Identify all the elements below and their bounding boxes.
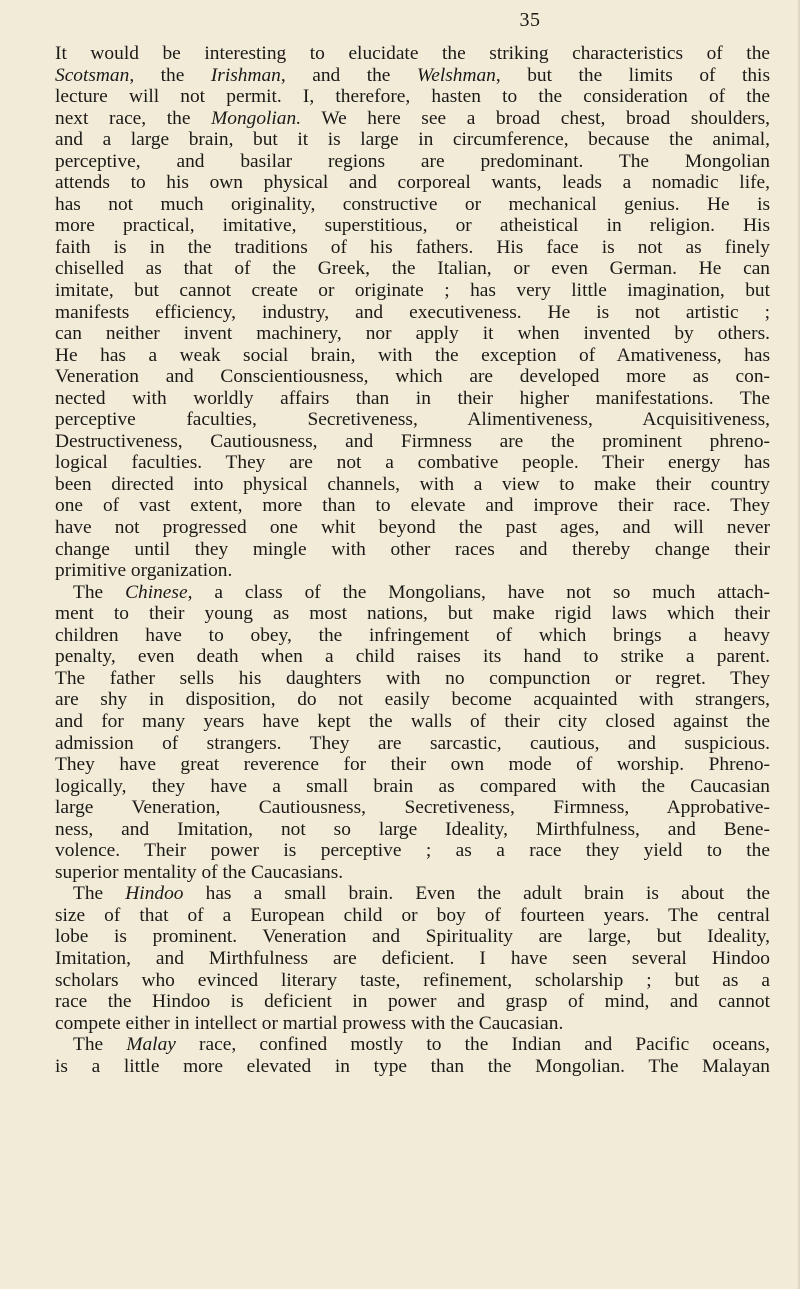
text-line xyxy=(55,345,770,367)
text-segment: has a small brain. Even the adult brain is about the xyxy=(183,883,771,905)
text-segment: The xyxy=(73,1034,127,1056)
italic-term: Irishman xyxy=(210,64,281,86)
text-segment: are shy in disposition, do not easily become acquainted with strangers, xyxy=(55,689,770,711)
text-segment: has not much originality, constructive or mechanical genius. He is xyxy=(55,193,770,215)
text-segment: logical faculties. They are not a combative people. Their energy has xyxy=(55,452,770,474)
text-segment: The father sells his daughters with no compunction or regret. They xyxy=(55,667,770,689)
text-line xyxy=(55,366,770,388)
text-segment: race the Hindoo is deficient in power and grasp of mind, and cannot xyxy=(55,991,770,1013)
text-segment: been directed into physical channels, with a view to make their country xyxy=(55,473,770,495)
text-line xyxy=(55,905,770,927)
text-segment: lobe is prominent. Veneration and Spirituality are large, but Ideality, xyxy=(55,926,770,948)
text-segment: chiselled as that of the Greek, the Italian, or even German. He can xyxy=(55,258,770,280)
text-segment: and a large brain, but it is large in circumference, because the animal, xyxy=(55,129,770,151)
text-line xyxy=(55,1013,770,1035)
text-line xyxy=(55,517,770,539)
page-number: 35 xyxy=(519,9,541,31)
italic-term: Welshman xyxy=(416,64,496,86)
text-segment: imitate, but cannot create or originate ; has very little imagination, but xyxy=(55,280,770,302)
text-segment: We here see a broad chest, broad shoulders, xyxy=(301,107,770,129)
text-line xyxy=(55,108,770,130)
text-line xyxy=(55,215,770,237)
text-segment: logically, they have a small brain as compared with the Caucasian xyxy=(55,775,770,797)
text-segment: lecture will not permit. I, therefore, hasten to the consideration of the xyxy=(55,86,770,108)
text-segment: ment to their young as most nations, but make rigid laws which their xyxy=(55,603,770,625)
text-line xyxy=(55,733,770,755)
text-segment: The xyxy=(73,581,126,603)
text-line xyxy=(55,991,770,1013)
text-segment: large Veneration, Cautiousness, Secretiveness, Firmness, Approbative- xyxy=(55,797,770,819)
text-line xyxy=(55,926,770,948)
text-line xyxy=(55,431,770,453)
text-line xyxy=(55,280,770,302)
text-line xyxy=(55,323,770,345)
text-segment: children have to obey, the infringement of which brings a heavy xyxy=(55,624,770,646)
text-line xyxy=(55,582,770,604)
text-line xyxy=(55,970,770,992)
text-line xyxy=(55,43,770,65)
text-segment: The xyxy=(73,883,126,905)
text-line xyxy=(55,194,770,216)
text-segment: is a little more elevated in type than the Mongolian. The Malayan xyxy=(55,1055,770,1077)
text-segment: , a class of the Mongolians, have not so much attach- xyxy=(187,581,770,603)
text-segment: next race, the xyxy=(55,107,212,129)
text-line xyxy=(55,776,770,798)
text-segment: perceptive faculties, Secretiveness, Alimentiveness, Acquisitiveness, xyxy=(55,409,770,431)
text-line xyxy=(55,646,770,668)
text-segment: They have great reverence for their own mode of worship. Phreno- xyxy=(55,754,770,776)
text-segment: faith is in the traditions of his fathers. His face is not as finely xyxy=(55,236,770,258)
body-text xyxy=(55,43,770,1077)
text-segment: compete either in intellect or martial prowess with the Caucasian. xyxy=(55,1012,564,1034)
text-segment: penalty, even death when a child raises its hand to strike a parent. xyxy=(55,646,770,668)
italic-term: Chinese xyxy=(125,581,188,603)
text-segment: attends to his own physical and corporeal wants, leads a nomadic life, xyxy=(55,172,770,194)
text-segment: race, confined mostly to the Indian and Pacific oceans, xyxy=(175,1034,770,1056)
text-line xyxy=(55,129,770,151)
text-segment: more practical, imitative, superstitious, or atheistical in religion. His xyxy=(55,215,770,237)
text-segment: He has a weak social brain, with the exception of Amativeness, has xyxy=(55,344,770,366)
text-line xyxy=(55,840,770,862)
text-line xyxy=(55,711,770,733)
text-line xyxy=(55,948,770,970)
italic-term: Malay xyxy=(126,1034,176,1056)
text-segment: size of that of a European child or boy of fourteen years. The central xyxy=(55,904,770,926)
text-segment: , and the xyxy=(280,64,417,86)
text-segment: , the xyxy=(129,64,211,86)
text-segment: Imitation, and Mirthfulness are deficient. I have seen several Hindoo xyxy=(55,947,770,969)
text-segment: change until they mingle with other races and thereby change their xyxy=(55,538,770,560)
text-segment: Destructiveness, Cautiousness, and Firmness are the prominent phreno- xyxy=(55,430,770,452)
text-line xyxy=(55,65,770,87)
text-line xyxy=(55,237,770,259)
text-line xyxy=(55,797,770,819)
italic-term: Hindoo xyxy=(125,883,184,905)
text-segment: It would be interesting to elucidate the striking characteristics of the xyxy=(55,43,770,64)
text-segment: one of vast extent, more than to elevate and improve their race. They xyxy=(55,495,770,517)
italic-term: Mongolian. xyxy=(211,107,302,129)
text-line xyxy=(55,560,770,582)
text-segment: primitive organization. xyxy=(55,560,233,582)
text-line xyxy=(55,302,770,324)
text-line xyxy=(55,474,770,496)
text-segment: superior mentality of the Caucasians. xyxy=(55,861,344,883)
text-segment: scholars who evinced literary taste, refinement, scholarship ; but as a xyxy=(55,969,770,991)
text-line xyxy=(55,495,770,517)
text-line xyxy=(55,689,770,711)
text-line xyxy=(55,452,770,474)
text-segment: perceptive, and basilar regions are predominant. The Mongolian xyxy=(55,150,770,172)
text-segment: ness, and Imitation, not so large Ideality, Mirthfulness, and Bene- xyxy=(55,818,770,840)
text-segment: manifests efficiency, industry, and executiveness. He is not artistic ; xyxy=(55,301,770,323)
text-segment: , but the limits of this xyxy=(495,64,770,86)
text-line xyxy=(55,172,770,194)
text-line xyxy=(55,388,770,410)
text-segment: nected with worldly affairs than in their higher manifestations. The xyxy=(55,387,770,409)
text-line xyxy=(55,625,770,647)
text-segment: admission of strangers. They are sarcastic, cautious, and suspicious. xyxy=(55,732,770,754)
text-line xyxy=(55,539,770,561)
text-line xyxy=(55,1034,770,1056)
text-line xyxy=(55,86,770,108)
text-line xyxy=(55,151,770,173)
text-segment: Veneration and Conscientiousness, which are developed more as con- xyxy=(55,366,770,388)
text-line xyxy=(55,258,770,280)
text-line xyxy=(55,1056,770,1078)
text-line xyxy=(55,883,770,905)
text-segment: volence. Their power is perceptive ; as a race they yield to the xyxy=(55,840,770,862)
text-line xyxy=(55,819,770,841)
text-line xyxy=(55,603,770,625)
text-line xyxy=(55,754,770,776)
text-line xyxy=(55,409,770,431)
text-segment: have not progressed one whit beyond the past ages, and will never xyxy=(55,517,770,539)
italic-term: Scotsman xyxy=(55,64,130,86)
text-line xyxy=(55,668,770,690)
text-segment: and for many years have kept the walls of their city closed against the xyxy=(55,710,770,732)
text-line xyxy=(55,862,770,884)
text-segment: can neither invent machinery, nor apply it when invented by others. xyxy=(55,323,770,345)
